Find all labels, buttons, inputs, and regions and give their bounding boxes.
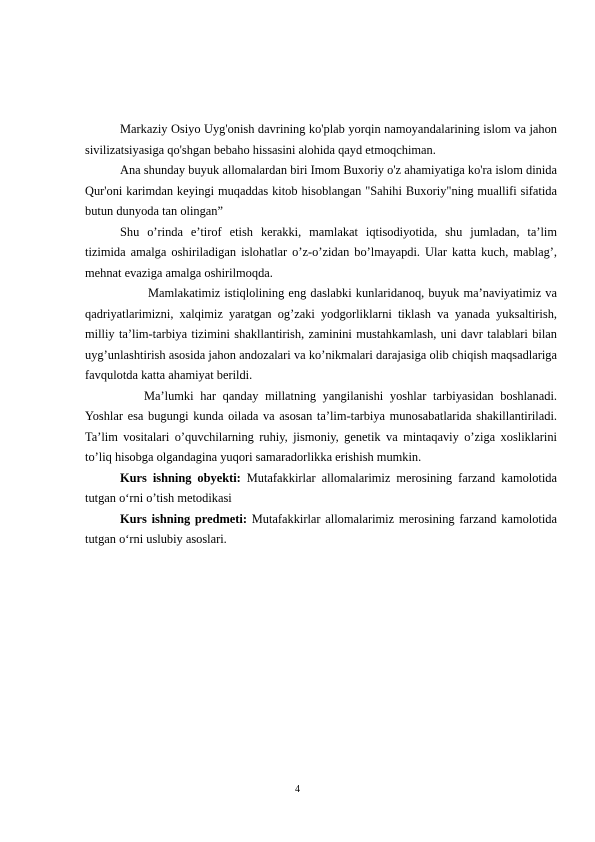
- course-subject-paragraph: [85, 509, 557, 550]
- course-subject-text: Mutafakkirlar allomalarimiz merosining farzand kamolotida tutgan o‘rni uslubiy asoslari.: [85, 511, 557, 546]
- course-object-label: Kurs ishning obyekti:: [120, 470, 241, 485]
- paragraph-text: Ana shunday buyuk allomalardan biri Imom Buxoriy o'z ahamiyatiga ko'ra islom dinida Qur'oni karimdan keyingi muqaddas kitob hisoblangan "Sahihi Buxoriy"ning muallifi sifatida butun dunyoda tan olingan”: [85, 163, 557, 218]
- paragraph-text: Ma’lumki har qanday millatning yangilanishi yoshlar tarbiyasidan boshlanadi. Yoshlar esa bugungi kunda oilada va asosan ta’lim-tarbiya munosabatlarida shakillantiriladi. Ta’lim vositalari o’quvchilarning ruhiy, jismoniy, genetik va mintaqaviy o’ziga xosliklarini to’liq hisobga olgandagina yuqori samaradorlikka erishish mumkin.: [85, 388, 557, 464]
- paragraph-text: Shu o’rinda e’tirof etish kerakki, mamlakat iqtisodiyotida, shu jumladan, ta’lim tizimida amalga oshiriladigan islohatlar o’z-o’zidan bo’lmayapdi. Ular katta kuch, mablag’, mehnat evaziga amalga oshirilmoqda.: [85, 224, 557, 280]
- paragraph-3: [85, 222, 557, 284]
- page-number: 4: [295, 784, 300, 795]
- paragraph-4: [85, 283, 557, 386]
- paragraph-text: Mamlakatimiz istiqlolining eng daslabki kunlaridanoq, buyuk ma’naviyatimiz va qadriyatlarimizni, xalqimiz yaratgan og’zaki yodgorliklarni tiklash va yanada yuksaltirish, milliy ta’lim-tarbiya tizimini shakllantirish, zaminini mustahkamlash, uni davr talablari bilan uyg’unlashtirish asosida jahon andozalari va ko’nikmalari darajasiga olib chiqish maqsadlariga favqulotda katta ahamiyat berildi.: [85, 286, 557, 382]
- course-object-paragraph: [85, 468, 557, 509]
- paragraph-text: Markaziy Osiyo Uyg'onish davrining ko'plab yorqin namoyandalarining islom va jahon sivilizatsiyasiga qo'shgan bebaho hissasini alohida qayd etmoqchiman.: [85, 122, 557, 157]
- body-text: [85, 119, 557, 550]
- course-object-text: Mutafakkirlar allomalarimiz merosining farzand kamolotida tutgan o‘rni o’tish metodikasi: [85, 470, 557, 505]
- paragraph-5: [85, 386, 557, 468]
- course-subject-label: Kurs ishning predmeti:: [120, 511, 247, 526]
- paragraph-1: [85, 119, 557, 160]
- paragraph-2: [85, 160, 557, 222]
